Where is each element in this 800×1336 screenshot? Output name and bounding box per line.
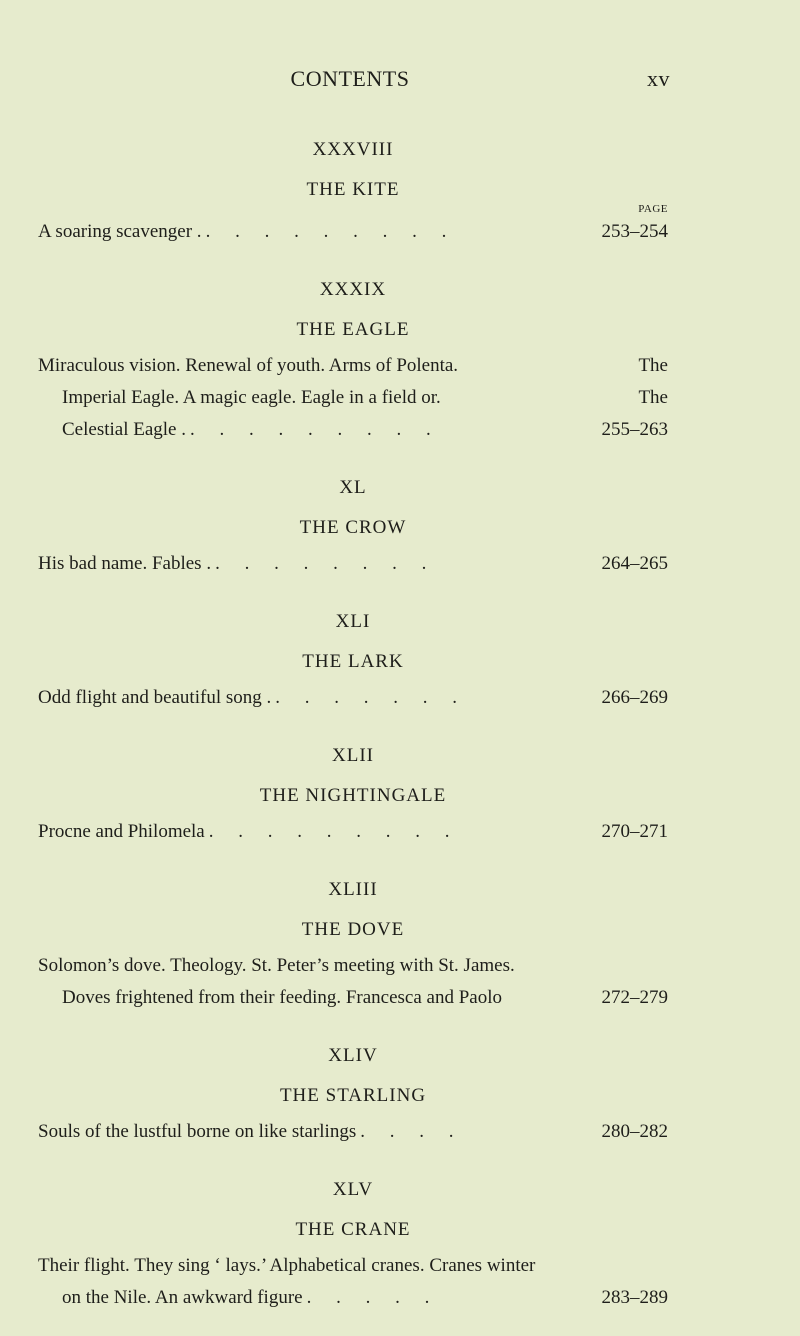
summary-text: His bad name. Fables .: [38, 553, 212, 574]
summary-text: Souls of the lustful borne on like starlings: [38, 1121, 357, 1142]
leader-dots: . . . . . . . . .: [205, 221, 457, 242]
chapter-entry: [38, 602, 668, 714]
chapter-summary: [38, 548, 668, 580]
summary-text: Procne and Philomela: [38, 821, 205, 842]
contents-list: [38, 130, 668, 1336]
page-range: 264–265: [601, 553, 668, 574]
page-range: 266–269: [601, 687, 668, 708]
chapter-entry: [38, 468, 668, 580]
page-range: 255–263: [601, 419, 668, 440]
page-column-label: PAGE: [638, 203, 668, 215]
summary-line: [38, 216, 668, 248]
page-header: [30, 66, 670, 96]
summary-line: [38, 1250, 668, 1282]
summary-text: Solomon’s dove. Theology. St. Peter’s meeting with St. James.: [38, 955, 515, 976]
running-title: CONTENTS: [290, 66, 410, 91]
page-range: 280–282: [601, 1121, 668, 1142]
summary-line: [38, 548, 668, 580]
summary-line: [38, 816, 668, 848]
chapter-title: THE NIGHTINGALE: [259, 785, 447, 806]
chapter-entry: [38, 130, 668, 248]
summary-line: [38, 982, 668, 1014]
chapter-title: THE KITE: [306, 179, 400, 200]
leader-dots: . . . . . . . .: [215, 553, 437, 574]
chapter-entry: [38, 870, 668, 1014]
chapter-title: THE CROW: [299, 517, 407, 538]
chapter-summary: [38, 816, 668, 848]
summary-text: Imperial Eagle. A magic eagle. Eagle in a field or.: [62, 387, 441, 408]
leader-dots: . . . . . . .: [275, 687, 467, 708]
chapter-title: THE STARLING: [279, 1085, 427, 1106]
leader-dots: . . . . . . . . .: [189, 419, 441, 440]
chapter-summary: [38, 216, 668, 248]
summary-line: [38, 350, 668, 382]
chapter-numeral: XXXIX: [319, 279, 387, 300]
page-range: 253–254: [601, 221, 668, 242]
chapter-numeral: XLII: [332, 745, 374, 766]
page-number: xv: [647, 66, 670, 91]
summary-line: [38, 382, 668, 414]
summary-line: [38, 414, 668, 446]
chapter-entry: [38, 736, 668, 848]
summary-text: Odd flight and beautiful song .: [38, 687, 272, 708]
summary-text: Celestial Eagle .: [62, 419, 186, 440]
chapter-numeral: XLIII: [328, 879, 378, 900]
chapter-numeral: XLI: [335, 611, 371, 632]
chapter-numeral: XLIV: [328, 1045, 378, 1066]
leader-dots: . . . . . . . . .: [208, 821, 460, 842]
chapter-entry: [38, 270, 668, 446]
chapter-numeral: XXXVIII: [312, 139, 394, 160]
chapter-entry: [38, 1036, 668, 1148]
summary-text: A soaring scavenger .: [38, 221, 202, 242]
chapter-summary: [38, 950, 668, 1014]
leader-dots: . . . .: [360, 1121, 464, 1142]
summary-text-end: The: [638, 387, 668, 408]
summary-line: [38, 1282, 668, 1314]
leader-dots: . . . . .: [306, 1287, 440, 1308]
chapter-summary: [38, 1116, 668, 1148]
summary-line: [38, 682, 668, 714]
chapter-summary: [38, 1250, 668, 1314]
summary-text: Doves frightened from their feeding. Francesca and Paolo: [62, 987, 503, 1008]
chapter-numeral: XL: [339, 477, 367, 498]
summary-text: on the Nile. An awkward figure: [62, 1287, 303, 1308]
page-range: 283–289: [601, 1287, 668, 1308]
summary-text-end: The: [638, 355, 668, 376]
chapter-title: THE EAGLE: [296, 319, 410, 340]
page-range: 270–271: [601, 821, 668, 842]
chapter-summary: [38, 350, 668, 446]
summary-text: Miraculous vision. Renewal of youth. Arms of Polenta.: [38, 355, 459, 376]
chapter-title: THE CRANE: [295, 1219, 411, 1240]
chapter-title: THE LARK: [302, 651, 404, 672]
chapter-summary: [38, 682, 668, 714]
chapter-title: THE DOVE: [301, 919, 405, 940]
chapter-entry: [38, 1170, 668, 1314]
summary-line: [38, 1116, 668, 1148]
chapter-numeral: XLV: [332, 1179, 374, 1200]
page-range: 272–279: [601, 987, 668, 1008]
summary-text: Their flight. They sing ‘ lays.’ Alphabetical cranes. Cranes winter: [38, 1255, 536, 1276]
summary-line: [38, 950, 668, 982]
